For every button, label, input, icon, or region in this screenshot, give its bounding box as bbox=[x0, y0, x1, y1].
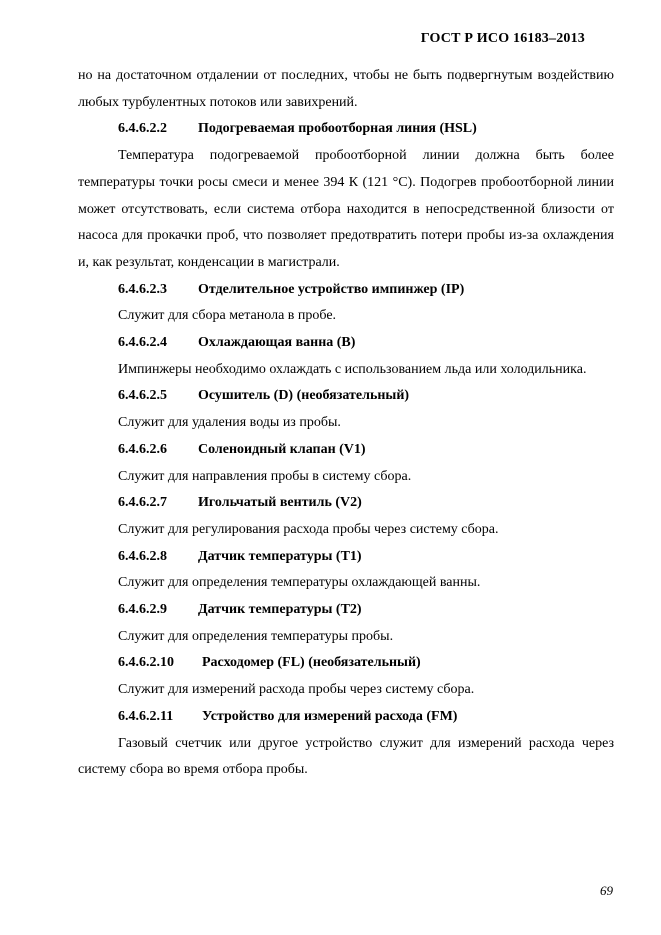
section-number: 6.4.6.2.11 bbox=[118, 708, 174, 724]
section-heading-6-4-6-2-6 bbox=[78, 437, 614, 464]
section-number: 6.4.6.2.3 bbox=[118, 281, 167, 297]
section-title: Отделительное устройство импинжер (IP) bbox=[198, 281, 465, 297]
document-header: ГОСТ Р ИСО 16183–2013 bbox=[420, 31, 585, 46]
section-title: Игольчатый вентиль (V2) bbox=[198, 495, 362, 511]
section-title: Подогреваемая пробоотборная линия (HSL) bbox=[198, 121, 477, 137]
section-text: Служит для определения температуры охлаждающей ванны. bbox=[118, 575, 481, 591]
page-number: 69 bbox=[600, 883, 613, 898]
section-title: Датчик температуры (T2) bbox=[198, 602, 362, 618]
section-heading-6-4-6-2-5 bbox=[78, 383, 614, 410]
section-title: Устройство для измерений расхода (FM) bbox=[202, 708, 458, 724]
section-heading-6-4-6-2-9 bbox=[78, 597, 614, 624]
section-heading-6-4-6-2-4 bbox=[78, 330, 614, 357]
section-text: Служит для сбора метанола в пробе. bbox=[118, 308, 337, 324]
intro-paragraph: но на достаточном отдалении от последних, чтобы не быть подвергнутым воздействию любых турбулентных потоков или завихрений. bbox=[78, 68, 614, 110]
section-heading-6-4-6-2-2 bbox=[78, 116, 614, 143]
section-number: 6.4.6.2.4 bbox=[118, 335, 167, 351]
section-text: Служит для направления пробы в систему сбора. bbox=[118, 468, 412, 484]
section-number: 6.4.6.2.7 bbox=[118, 495, 167, 511]
section-title: Расходомер (FL) (необязательный) bbox=[202, 655, 421, 671]
section-text: Газовый счетчик или другое устройство служит для измерений расхода через систему сбора во время отбора пробы. bbox=[78, 735, 614, 778]
section-title: Осушитель (D) (необязательный) bbox=[198, 388, 410, 404]
section-heading-6-4-6-2-7 bbox=[78, 490, 614, 517]
section-heading-6-4-6-2-8 bbox=[78, 544, 614, 571]
section-number: 6.4.6.2.8 bbox=[118, 548, 167, 564]
section-title: Охлаждающая ванна (B) bbox=[198, 335, 356, 351]
section-text: Импинжеры необходимо охлаждать с использованием льда или холодильника. bbox=[118, 361, 587, 377]
section-heading-6-4-6-2-10 bbox=[78, 650, 614, 677]
section-number: 6.4.6.2.2 bbox=[118, 121, 167, 137]
section-text: Служит для измерений расхода пробы через систему сбора. bbox=[118, 682, 475, 698]
section-heading-6-4-6-2-11 bbox=[78, 704, 614, 731]
section-text: Служит для регулирования расхода пробы через систему сбора. bbox=[118, 521, 499, 537]
section-number: 6.4.6.2.10 bbox=[118, 655, 174, 671]
section-title: Датчик температуры (T1) bbox=[198, 548, 362, 564]
section-number: 6.4.6.2.9 bbox=[118, 602, 167, 618]
document-body bbox=[78, 63, 614, 784]
section-heading-6-4-6-2-3 bbox=[78, 277, 614, 304]
section-number: 6.4.6.2.6 bbox=[118, 441, 167, 457]
section-title: Соленоидный клапан (V1) bbox=[198, 441, 366, 457]
section-text: Служит для удаления воды из пробы. bbox=[118, 415, 341, 431]
section-number: 6.4.6.2.5 bbox=[118, 388, 167, 404]
section-text: Температура подогреваемой пробоотборной линии должна быть более температуры точки росы смеси и менее 394 К (121 °С). Подогрев пробоотборной линии может отсутствовать, если система отбора находится в непосредственной близости от насоса для прокачки проб, что позволяет предотвратить потери пробы из-за охлаждения и, как результат, конденсации в магистрали. bbox=[78, 148, 614, 270]
section-text: Служит для определения температуры пробы. bbox=[118, 628, 394, 644]
